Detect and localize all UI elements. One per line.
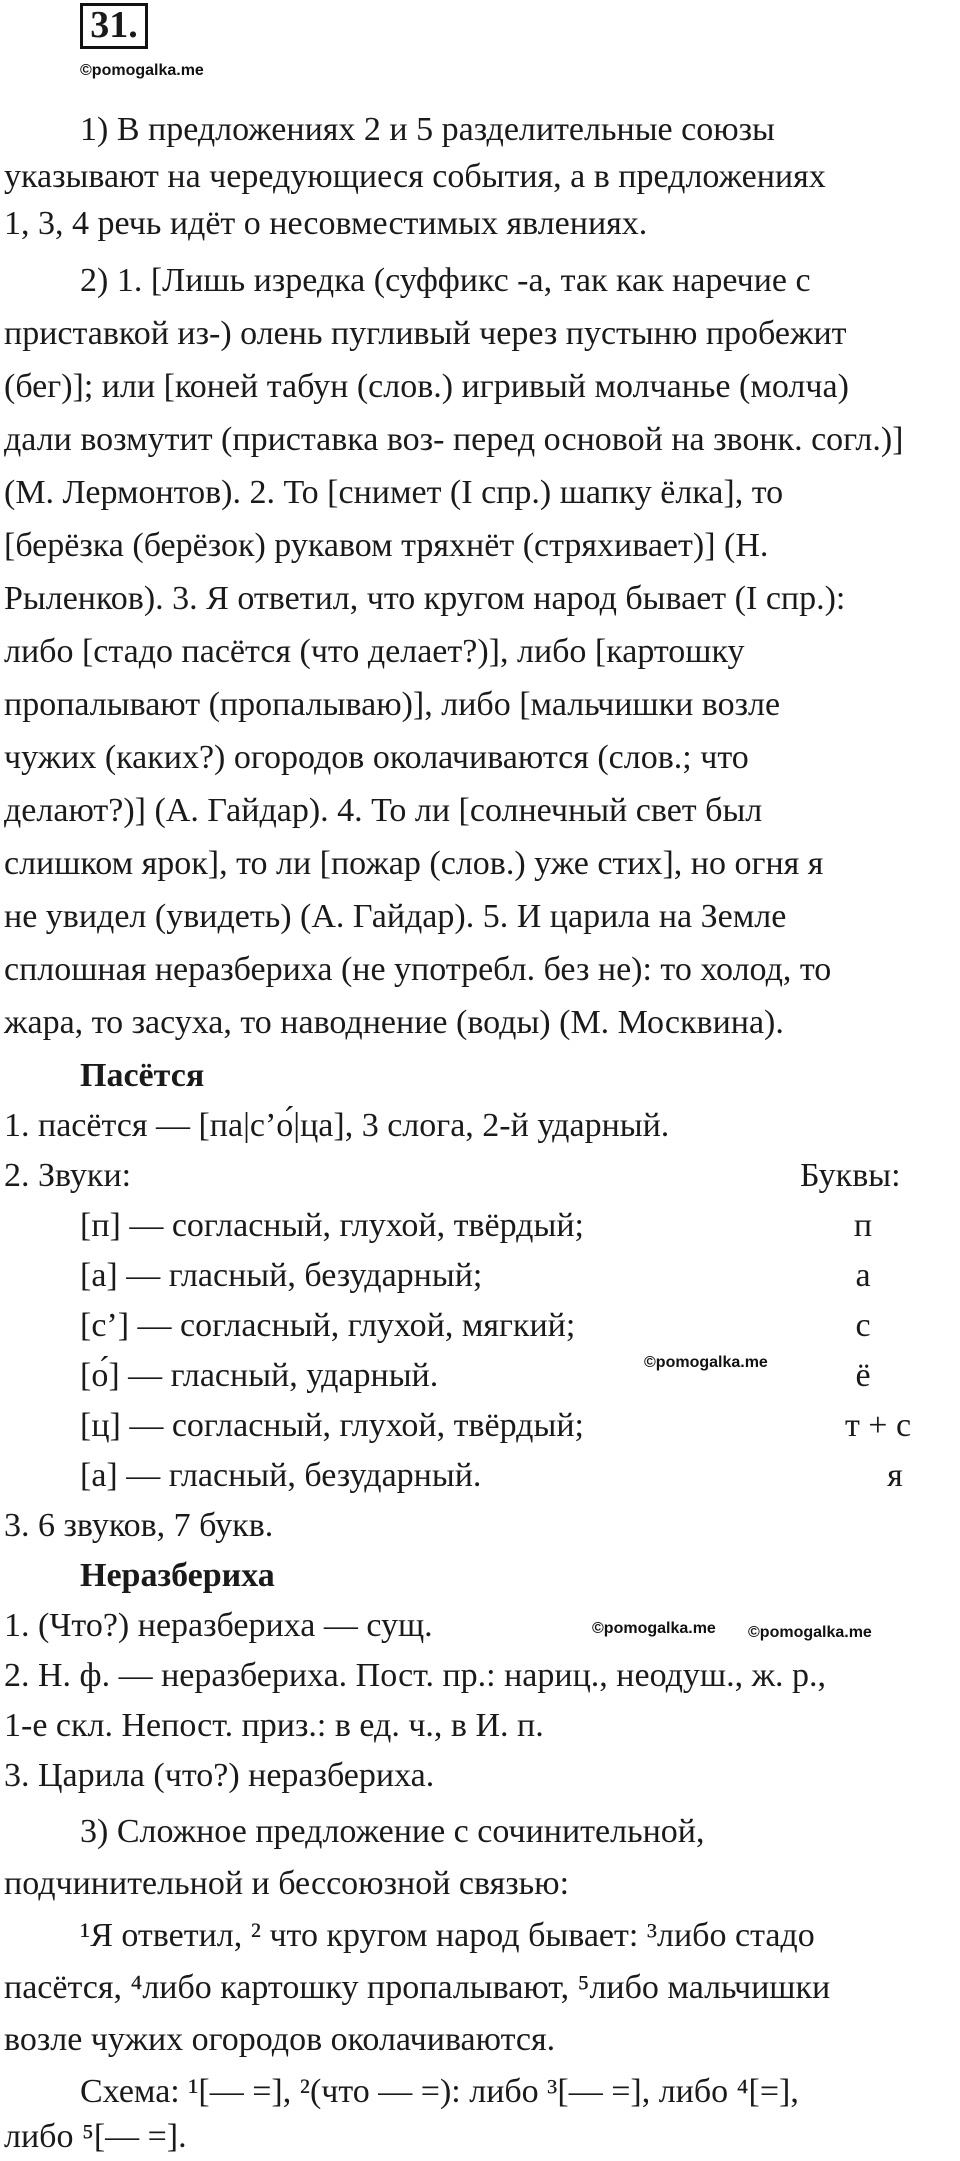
part2-line-11: делают?)] (А. Гайдар). 4. То ли [солнечный свет был	[4, 792, 763, 829]
watermark: ©pomogalka.me	[592, 1620, 716, 1637]
watermark: ©pomogalka.me	[644, 1354, 768, 1371]
part3-line-4: пасётся, ⁴либо картошку пропалывают, ⁵либо мальчишки	[4, 1969, 831, 2006]
sounds-label: 2. Звуки:	[4, 1157, 132, 1194]
sound-row: [а] — гласный, безударный;	[80, 1257, 483, 1294]
word1-title: Пасётся	[80, 1057, 205, 1094]
part2-line-9: пропалывают (пропалываю)], либо [мальчишки возле	[4, 686, 781, 723]
sound-row: [п] — согласный, глухой, твёрдый;	[80, 1207, 584, 1244]
part2-line-3: (бег)]; или [коней табун (слов.) игривый молчанье (молча)	[4, 368, 849, 405]
watermark: ©pomogalka.me	[748, 1624, 872, 1641]
part3-line-5: возле чужих огородов околачиваются.	[4, 2021, 556, 2058]
word2-line-2: 2. Н. ф. — неразбериха. Пост. пр.: нариц., неодуш., ж. р.,	[4, 1657, 827, 1694]
watermark: ©pomogalka.me	[80, 62, 204, 79]
sound-row: [с’] — согласный, глухой, мягкий;	[80, 1307, 576, 1344]
part2-line-14: сплошная неразбериха (не употребл. без не): то холод, то	[4, 951, 832, 988]
part2-line-5: (М. Лермонтов). 2. То [снимет (I спр.) шапку ёлка], то	[4, 474, 784, 511]
part2-line-7: Рыленков). 3. Я ответил, что кругом народ бывает (I спр.):	[4, 580, 846, 617]
part3-line-1: 3) Сложное предложение с сочинительной,	[80, 1813, 705, 1850]
part3-scheme-line-2: либо ⁵[— =].	[4, 2118, 187, 2155]
sound-row: [о́] — гласный, ударный.	[80, 1357, 439, 1394]
part2-line-10: чужих (каких?) огородов околачиваются (слов.; что	[4, 739, 749, 776]
part1-line-2: указывают на чередующиеся события, а в предложениях	[4, 158, 826, 195]
part2-line-8: либо [стадо пасётся (что делает?)], либо [картошку	[4, 633, 745, 670]
part3-line-3: ¹Я ответил, ² что кругом народ бывает: ³либо стадо	[80, 1917, 815, 1954]
word2-line-1: 1. (Что?) неразбериха — сущ.	[4, 1607, 433, 1644]
letter-cell: с	[855, 1307, 871, 1344]
part2-line-1: 2) 1. [Лишь изредка (суффикс -а, так как наречие с	[80, 262, 811, 299]
word2-line-3: 1-е скл. Непост. приз.: в ед. ч., в И. п.	[4, 1707, 544, 1744]
letter-cell: т + с	[844, 1407, 912, 1444]
letter-cell: п	[853, 1207, 873, 1244]
part1-line-3: 1, 3, 4 речь идёт о несовместимых явлениях.	[4, 205, 648, 242]
part2-line-13: не увидел (увидеть) (А. Гайдар). 5. И царила на Земле	[4, 898, 787, 935]
part2-line-15: жара, то засуха, то наводнение (воды) (М. Москвина).	[4, 1004, 784, 1041]
part2-line-4: дали возмутит (приставка воз- перед основой на звонк. согл.)]	[4, 421, 904, 458]
letter-cell: я	[887, 1457, 903, 1494]
part2-line-6: [берёзка (берёзок) рукавом тряхнёт (стряхивает)] (Н.	[4, 527, 769, 564]
part3-line-2: подчинительной и бессоюзной связью:	[4, 1865, 570, 1902]
word2-title: Неразбериха	[80, 1557, 275, 1594]
word2-line-4: 3. Царила (что?) неразбериха.	[4, 1757, 435, 1794]
part2-line-2: приставкой из-) олень пугливый через пустыню пробежит	[4, 315, 847, 352]
word1-line-1: 1. пасётся — [па|с’о́|ца], 3 слога, 2-й ударный.	[4, 1107, 670, 1144]
word1-summary: 3. 6 звуков, 7 букв.	[4, 1507, 274, 1544]
letter-cell: ё	[855, 1357, 871, 1394]
part3-scheme-line-1: Схема: ¹[— =], ²(что — =): либо ³[— =], либо ⁴[=],	[80, 2073, 799, 2110]
letters-label: Буквы:	[800, 1157, 901, 1194]
sound-row: [а] — гласный, безударный.	[80, 1457, 482, 1494]
task-number: 31.	[90, 4, 138, 46]
part1-line-1: 1) В предложениях 2 и 5 разделительные союзы	[80, 111, 775, 148]
sound-row: [ц] — согласный, глухой, твёрдый;	[80, 1407, 584, 1444]
part2-line-12: слишком ярок], то ли [пожар (слов.) уже стих], но огня я	[4, 845, 824, 882]
letter-cell: а	[855, 1257, 871, 1294]
